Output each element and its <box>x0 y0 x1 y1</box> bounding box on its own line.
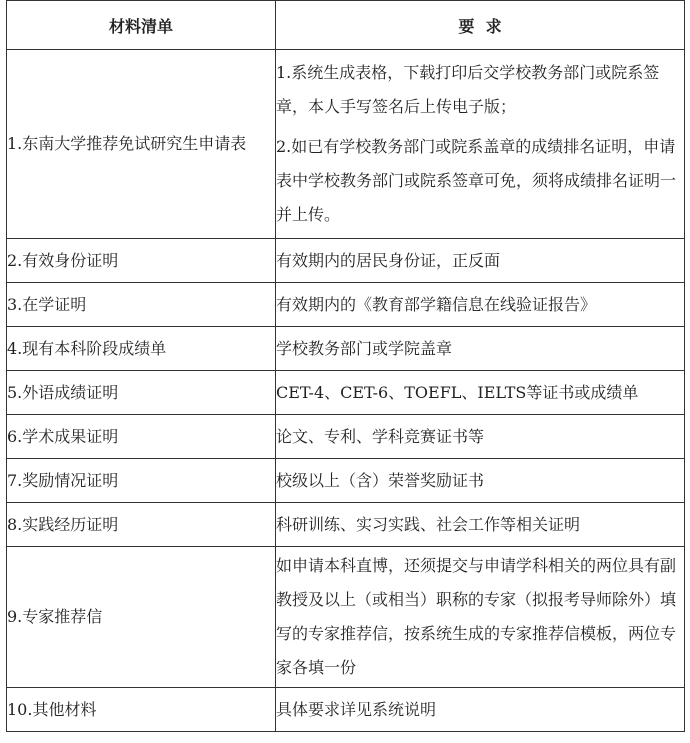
table-row <box>7 459 685 503</box>
material-name: 8.实践经历证明 <box>7 503 276 547</box>
material-name: 4.现有本科阶段成绩单 <box>7 327 276 371</box>
material-requirement: 论文、专利、学科竞赛证书等 <box>276 415 685 459</box>
table-row <box>7 371 685 415</box>
materials-table <box>6 0 685 732</box>
requirement-item: 1.系统生成表格，下载打印后交学校教务部门或院系签章，本人手写签名后上传电子版； <box>276 63 660 116</box>
table-row <box>7 503 685 547</box>
material-requirement: 校级以上（含）荣誉奖励证书 <box>276 459 685 503</box>
table-header-row <box>7 1 685 50</box>
table-row <box>7 327 685 371</box>
material-name: 7.奖励情况证明 <box>7 459 276 503</box>
table-row <box>7 283 685 327</box>
material-requirement: 有效期内的居民身份证，正反面 <box>276 239 685 283</box>
table-row <box>7 50 685 239</box>
material-name: 10.其他材料 <box>7 688 276 732</box>
header-materials: 材料清单 <box>7 1 276 50</box>
material-requirement: 学校教务部门或学院盖章 <box>276 327 685 371</box>
table-row <box>7 688 685 732</box>
table-row <box>7 239 685 283</box>
material-name: 1.东南大学推荐免试研究生申请表 <box>7 50 276 239</box>
material-name: 6.学术成果证明 <box>7 415 276 459</box>
requirement-item: 2.如已有学校教务部门或院系盖章的成绩排名证明，申请表中学校教务部门或院系签章可免，须将成绩排名证明一并上传。 <box>276 137 677 224</box>
material-requirement: 如申请本科直博，还须提交与申请学科相关的两位具有副教授及以上（或相当）职称的专家（拟报考导师除外）填写的专家推荐信，按系统生成的专家推荐信模板，两位专家各填一份 <box>276 547 685 688</box>
material-name: 3.在学证明 <box>7 283 276 327</box>
material-requirement <box>276 50 685 239</box>
material-name: 9.专家推荐信 <box>7 547 276 688</box>
material-requirement: 有效期内的《教育部学籍信息在线验证报告》 <box>276 283 685 327</box>
header-requirements: 要 求 <box>276 1 685 50</box>
material-requirement: 科研训练、实习实践、社会工作等相关证明 <box>276 503 685 547</box>
material-name: 5.外语成绩证明 <box>7 371 276 415</box>
table-row <box>7 547 685 688</box>
material-requirement: CET-4、CET-6、TOEFL、IELTS等证书或成绩单 <box>276 371 685 415</box>
material-requirement: 具体要求详见系统说明 <box>276 688 685 732</box>
table-row <box>7 415 685 459</box>
material-name: 2.有效身份证明 <box>7 239 276 283</box>
